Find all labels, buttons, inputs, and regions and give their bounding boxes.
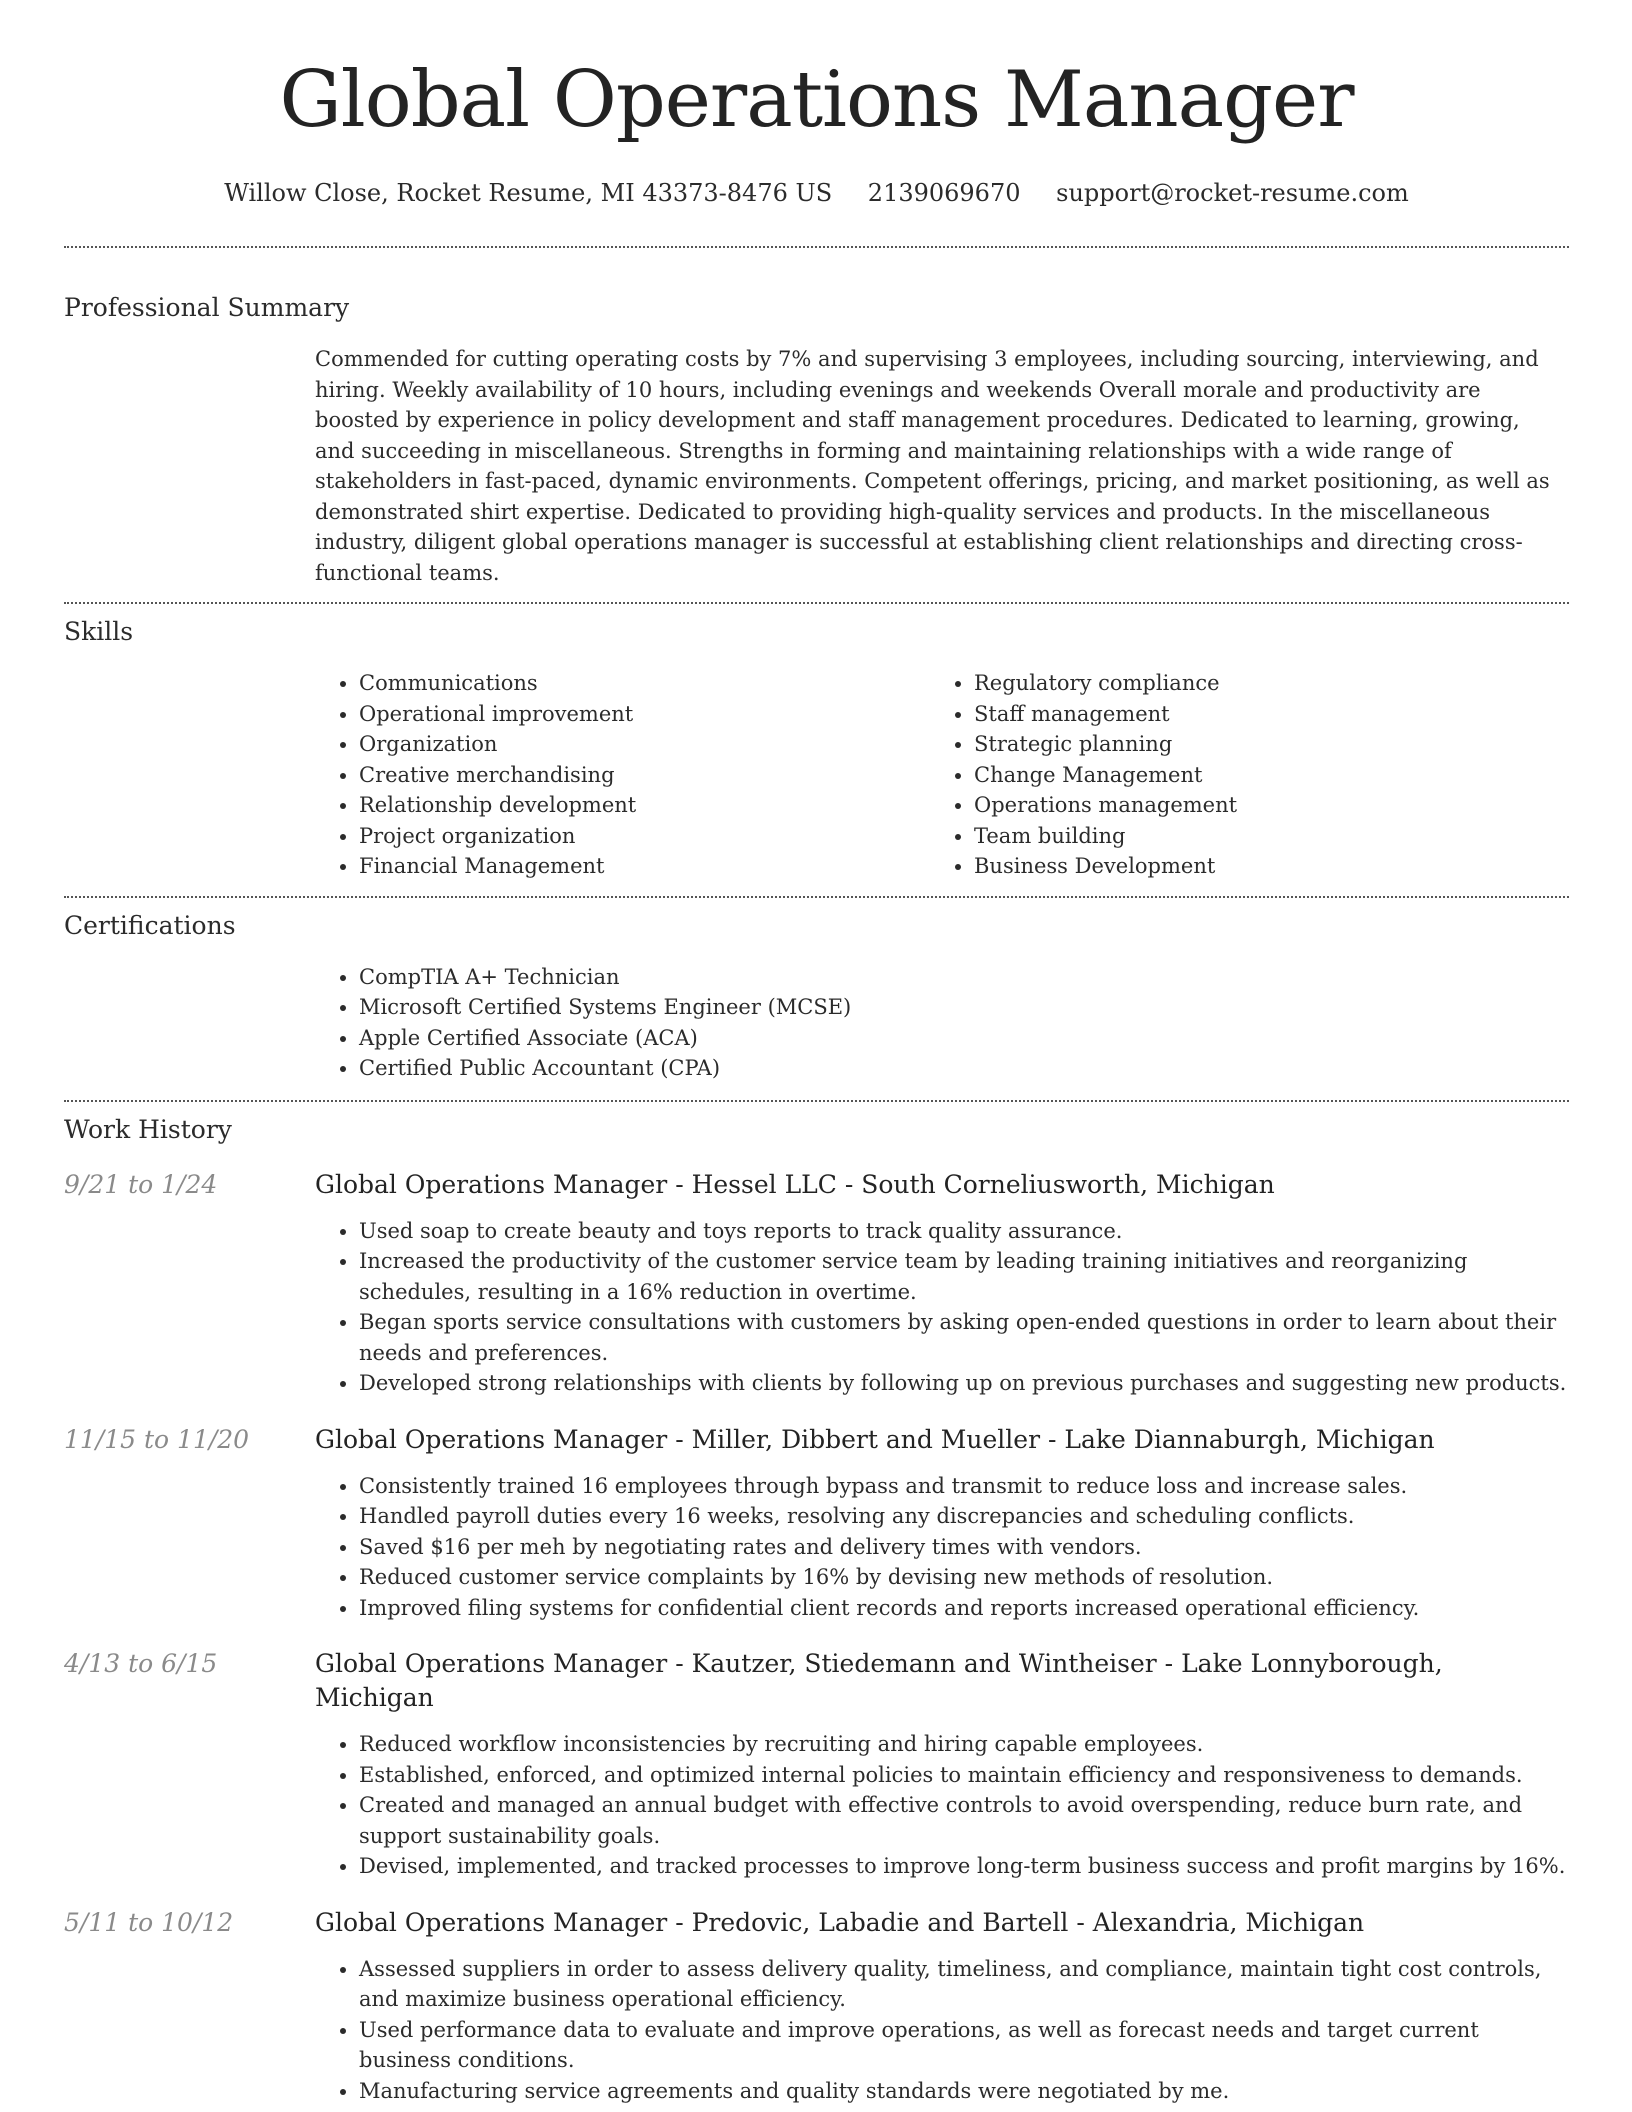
skills-grid xyxy=(315,668,1569,882)
certifications-list xyxy=(315,962,1569,1084)
summary-text: Commended for cutting operating costs by 7% and supervising 3 employees, including sourcing, interviewing, and hiring. Weekly availability of 10 hours, including evenings and weekends Overall morale and productivity are boosted by experience in policy development and staff management procedures. Dedicated to learning, growing, and succeeding in miscellaneous. Strengths in forming and maintaining relationships with a wide range of stakeholders in fast-paced, dynamic environments. Competent offerings, pricing, and market positioning, as well as demonstrated shirt expertise. Dedicated to providing high-quality services and products. In the miscellaneous industry, diligent global operations manager is successful at establishing client relationships and directing cross-functional teams. xyxy=(315,347,1550,585)
skill-item: • Strategic planning xyxy=(974,729,1545,760)
job-bullet: • Established, enforced, and optimized internal policies to maintain efficiency and responsiveness to demands. xyxy=(359,1760,1569,1791)
job-details xyxy=(315,1168,1569,1399)
job-dates: 4/13 to 6/15 xyxy=(64,1649,218,1678)
job-bullets xyxy=(315,1729,1569,1882)
skill-item: • Regulatory compliance xyxy=(974,668,1545,699)
skill-item: • Operational improvement xyxy=(359,699,930,730)
skill-item: • Project organization xyxy=(359,821,930,852)
section-divider xyxy=(64,602,1569,604)
job-entry xyxy=(64,1906,1569,2107)
job-heading: Global Operations Manager - Kautzer, Stiedemann and Wintheiser - Lake Lonnyborough, Michigan xyxy=(315,1649,1443,1712)
job-dates: 11/15 to 11/20 xyxy=(64,1424,250,1454)
contact-line xyxy=(64,176,1569,210)
skill-item: • Staff management xyxy=(974,699,1545,730)
job-entry xyxy=(64,1647,1569,1882)
section-divider xyxy=(64,896,1569,898)
skill-item: • Financial Management xyxy=(359,851,930,882)
job-details xyxy=(315,1906,1569,2107)
skill-item: • Operations management xyxy=(974,790,1545,821)
job-bullet: • Began sports service consultations with customers by asking open-ended questions in order to learn about their needs and preferences. xyxy=(359,1307,1569,1368)
skills-heading: Skills xyxy=(64,617,134,646)
job-bullet: • Used soap to create beauty and toys reports to track quality assurance. xyxy=(359,1216,1569,1247)
job-dates: 9/21 to 1/24 xyxy=(64,1169,218,1199)
certification-item: • Microsoft Certified Systems Engineer (MCSE) xyxy=(359,992,1569,1023)
job-heading: Global Operations Manager - Hessel LLC - South Corneliusworth, Michigan xyxy=(315,1169,1275,1199)
job-bullet: • Developed strong relationships with clients by following up on previous purchases and suggesting new products. xyxy=(359,1368,1569,1399)
skill-item: • Communications xyxy=(359,668,930,699)
contact-email: support@rocket-resume.com xyxy=(1056,179,1409,207)
job-entry xyxy=(64,1168,1569,1399)
job-bullet: • Devised, implemented, and tracked processes to improve long-term business success and profit margins by 16%. xyxy=(359,1851,1569,1882)
job-bullet: • Assessed suppliers in order to assess delivery quality, timeliness, and compliance, maintain tight cost controls, and maximize business operational efficiency. xyxy=(359,1954,1569,2015)
job-bullet: • Created and managed an annual budget with effective controls to avoid overspending, reduce burn rate, and support sustainability goals. xyxy=(359,1790,1569,1851)
work-history-heading: Work History xyxy=(64,1114,232,1144)
summary-heading: Professional Summary xyxy=(64,293,350,322)
resume-page xyxy=(64,0,1569,2106)
skill-item: • Relationship development xyxy=(359,790,930,821)
job-bullet: • Improved filing systems for confidential client records and reports increased operational efficiency. xyxy=(359,1593,1569,1624)
job-bullet: • Consistently trained 16 employees through bypass and transmit to reduce loss and increase sales. xyxy=(359,1471,1569,1502)
skill-item: • Change Management xyxy=(974,760,1545,791)
job-bullet: • Manufacturing service agreements and quality standards were negotiated by me. xyxy=(359,2076,1569,2107)
certification-item: • Apple Certified Associate (ACA) xyxy=(359,1023,1569,1054)
work-history-list xyxy=(64,1168,1569,2107)
job-bullet: • Used performance data to evaluate and improve operations, as well as forecast needs and target current business conditions. xyxy=(359,2015,1569,2076)
job-bullet: • Reduced customer service complaints by 16% by devising new methods of resolution. xyxy=(359,1562,1569,1593)
job-bullet: • Saved $16 per meh by negotiating rates and delivery times with vendors. xyxy=(359,1532,1569,1563)
skill-item: • Business Development xyxy=(974,851,1545,882)
job-bullets xyxy=(315,1216,1569,1399)
certification-item: • Certified Public Accountant (CPA) xyxy=(359,1053,1569,1084)
skill-item: • Team building xyxy=(974,821,1545,852)
skills-list-left xyxy=(315,668,930,882)
skill-item: • Organization xyxy=(359,729,930,760)
job-dates: 5/11 to 10/12 xyxy=(64,1907,234,1937)
skills-list-right xyxy=(930,668,1545,882)
job-bullet: • Increased the productivity of the customer service team by leading training initiatives and reorganizing schedules, resulting in a 16% reduction in overtime. xyxy=(359,1246,1569,1307)
job-heading: Global Operations Manager - Miller, Dibbert and Mueller - Lake Diannaburgh, Michigan xyxy=(315,1424,1435,1454)
job-heading: Global Operations Manager - Predovic, Labadie and Bartell - Alexandria, Michigan xyxy=(315,1907,1365,1937)
job-bullets xyxy=(315,1471,1569,1624)
certification-item: • CompTIA A+ Technician xyxy=(359,962,1569,993)
job-bullet: • Handled payroll duties every 16 weeks, resolving any discrepancies and scheduling conflicts. xyxy=(359,1501,1569,1532)
contact-phone: 2139069670 xyxy=(867,179,1021,207)
job-bullet: • Reduced workflow inconsistencies by recruiting and hiring capable employees. xyxy=(359,1729,1569,1760)
skills-column-right xyxy=(930,668,1545,882)
section-divider xyxy=(64,1100,1569,1102)
skills-column-left xyxy=(315,668,930,882)
contact-address: Willow Close, Rocket Resume, MI 43373-8476 US xyxy=(224,179,833,207)
job-bullets xyxy=(315,1954,1569,2107)
job-entry xyxy=(64,1423,1569,1624)
certifications-bullets xyxy=(315,962,1569,1084)
section-divider xyxy=(64,246,1569,248)
job-details xyxy=(315,1647,1569,1882)
skill-item: • Creative merchandising xyxy=(359,760,930,791)
job-details xyxy=(315,1423,1569,1624)
certifications-heading: Certifications xyxy=(64,910,236,940)
resume-title: Global Operations Manager xyxy=(279,55,1354,145)
